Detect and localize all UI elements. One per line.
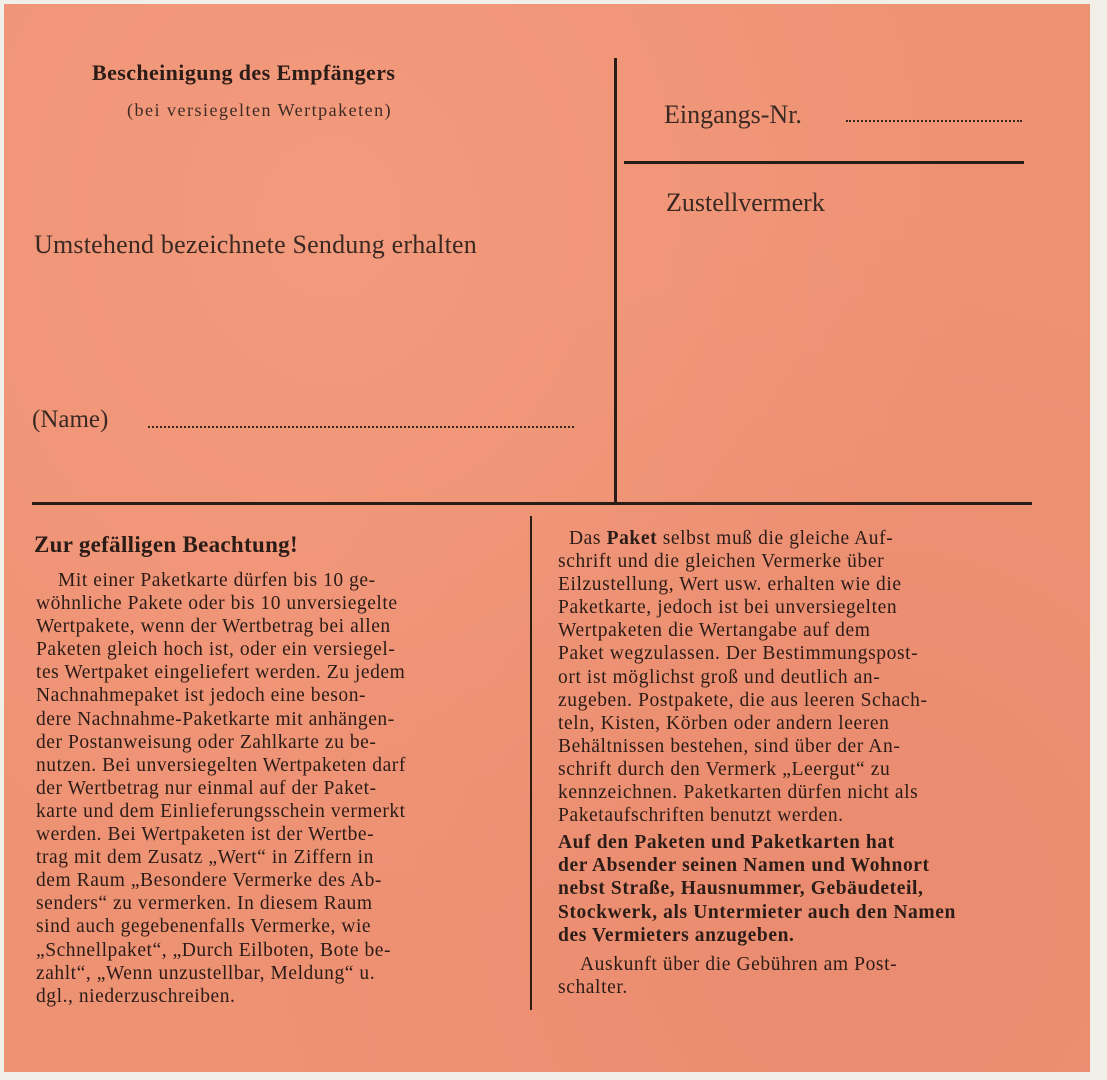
certificate-subtitle: (bei versiegelten Wertpaketen) (127, 100, 393, 120)
notice-text-line: Mit einer Paketkarte dürfen bis 10 ge- (58, 570, 376, 591)
paket-emphasis: Paket (606, 528, 658, 549)
notice-right-paragraph-1 (558, 550, 1032, 827)
notice-text-line: Stockwerk, als Untermieter auch den Namen (558, 901, 956, 923)
notice-text-line: Paketen gleich hoch ist, oder ein versiegel- (36, 639, 396, 661)
entry-number-line[interactable] (846, 120, 1022, 122)
notice-text-line: trag mit dem Zusatz „Wert“ in Ziffern in (36, 847, 374, 869)
notice-text-line: karte und dem Einlieferungsschein vermerkt (36, 800, 406, 822)
notice-text-line: zugeben. Postpakete, die aus leeren Schach- (558, 689, 928, 711)
name-signature-line[interactable] (148, 426, 574, 428)
notice-text-line: senders“ zu vermerken. In diesem Raum (36, 893, 373, 915)
received-statement: Umstehend bezeichnete Sendung erhalten (34, 230, 477, 259)
notice-text-line: wöhnliche Pakete oder bis 10 unversiegelte (36, 593, 398, 615)
notice-text-line: kennzeichnen. Paketkarten dürfen nicht als (558, 782, 919, 804)
notice-text-line: Wertpaketen die Wertangabe auf dem (558, 620, 871, 642)
notice-text-line: tes Wertpaket eingeliefert werden. Zu jedem (36, 662, 406, 684)
paragraph-start: Das (568, 528, 607, 549)
delivery-note-label: Zustellvermerk (666, 188, 825, 217)
notice-text-line: zahlt“, „Wenn unzustellbar, Meldung“ u. (36, 962, 376, 984)
lower-vertical-divider (530, 516, 532, 1010)
notice-text-line: Wertpakete, wenn der Wertbetrag bei allen (36, 616, 391, 638)
notice-text-line: nebst Straße, Hausnummer, Gebäudeteil, (558, 878, 924, 900)
notice-text-line: teln, Kisten, Körben oder andern leeren (558, 712, 890, 734)
notice-text-line: Nachnahmepaket ist jedoch eine beson- (36, 685, 367, 707)
upper-vertical-divider (614, 58, 617, 504)
name-label: (Name) (32, 406, 109, 433)
office-section-divider (624, 161, 1024, 164)
notice-text-line: Paketkarte, jedoch ist bei unversiegelten (558, 597, 898, 619)
notice-text-line: dgl., niederzuschreiben. (36, 985, 236, 1007)
notice-text-line: der Absender seinen Namen und Wohnort (558, 855, 930, 877)
notice-right-column (558, 527, 1032, 999)
notice-text-line: nutzen. Bei unversiegelten Wertpaketen darf (36, 754, 406, 776)
notice-text-line: dere Nachnahme-Paketkarte mit anhängen- (36, 708, 395, 730)
notice-text-line: Behältnissen bestehen, sind über der An- (558, 735, 901, 757)
notice-text-line: schalter. (558, 976, 628, 998)
notice-text-line: Paket wegzulassen. Der Bestimmungspost- (558, 643, 919, 665)
notice-text-line: dem Raum „Besondere Vermerke des Ab- (36, 870, 382, 892)
notice-text-line: „Schnellpaket“, „Durch Eilboten, Bote be- (36, 939, 392, 961)
notice-heading: Zur gefälligen Beachtung! (34, 532, 298, 557)
notice-text-line: Auf den Paketen und Paketkarten hat (558, 832, 895, 854)
notice-text-line: schrift und die gleichen Vermerke über (558, 551, 885, 573)
paragraph-continuation: selbst muß die gleiche Auf- (657, 528, 894, 549)
notice-text-line: der Postanweisung oder Zahlkarte zu be- (36, 731, 377, 753)
notice-right-paragraph-2 (558, 831, 1032, 946)
notice-right-first-line (558, 527, 1032, 550)
notice-text-line: schrift durch den Vermerk „Leergut“ zu (558, 758, 891, 780)
main-horizontal-divider (32, 502, 1032, 505)
notice-text-line: ort ist möglichst groß und deutlich an- (558, 666, 881, 688)
certificate-title: Bescheinigung des Empfängers (92, 60, 396, 85)
notice-text-line: werden. Bei Wertpaketen ist der Wertbe- (36, 824, 375, 846)
notice-text-line: sind auch gegebenenfalls Vermerke, wie (36, 916, 372, 938)
notice-text-line: Auskunft über die Gebühren am Post- (580, 953, 898, 975)
notice-right-paragraph-3 (558, 953, 1032, 999)
notice-text-line: der Wertbetrag nur einmal auf der Paket- (36, 777, 377, 799)
parcel-card-back (4, 4, 1090, 1072)
notice-text-line: Paketaufschriften benutzt werden. (558, 805, 844, 827)
notice-left-column (36, 569, 516, 1008)
entry-number-label: Eingangs-Nr. (664, 100, 802, 129)
notice-text-line: des Vermieters anzugeben. (558, 924, 795, 946)
notice-text-line: Eilzustellung, Wert usw. erhalten wie die (558, 574, 902, 596)
